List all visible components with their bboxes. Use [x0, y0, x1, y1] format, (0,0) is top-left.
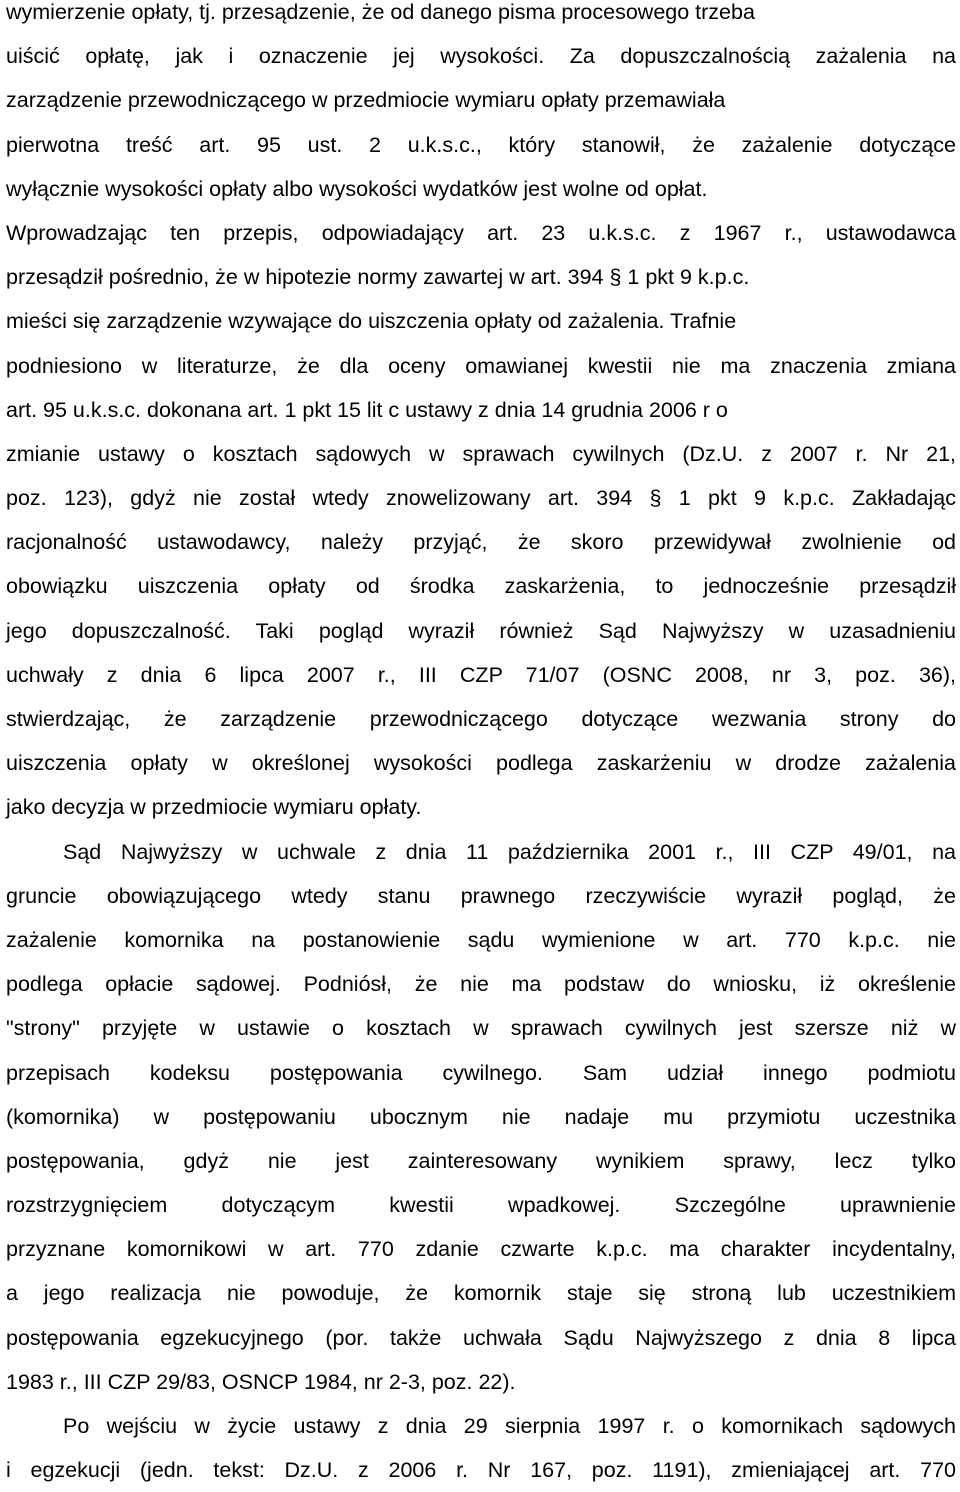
text-line: uchwały z dnia 6 lipca 2007 r., III CZP 71/07 (OSNC 2008, nr 3, poz. 36),	[6, 662, 956, 687]
text-line: 1983 r., III CZP 29/83, OSNCP 1984, nr 2-3, poz. 22).	[6, 1369, 516, 1394]
text-line: mieści się zarządzenie wzywające do uiszczenia opłaty od zażalenia. Trafnie	[6, 309, 737, 334]
text-line: postępowania, gdyż nie jest zainteresowany wynikiem sprawy, lecz tylko	[6, 1148, 956, 1173]
text-line: "strony" przyjęte w ustawie o kosztach w sprawach cywilnych jest szersze niż w	[6, 1016, 956, 1041]
text-line: Sąd Najwyższy w uchwale z dnia 11 października 2001 r., III CZP 49/01, na	[63, 839, 956, 864]
text-line: art. 95 u.k.s.c. dokonana art. 1 pkt 15 lit c ustawy z dnia 14 grudnia 2006 r o	[6, 397, 728, 422]
text-line: Wprowadzając ten przepis, odpowiadający art. 23 u.k.s.c. z 1967 r., ustawodawca	[6, 220, 956, 245]
text-line: jego dopuszczalność. Taki pogląd wyraził również Sąd Najwyższy w uzasadnieniu	[6, 618, 956, 643]
text-line: podlega opłacie sądowej. Podniósł, że nie ma podstaw do wniosku, iż określenie	[6, 972, 956, 997]
text-line: postępowania egzekucyjnego (por. także uchwała Sądu Najwyższego z dnia 8 lipca	[6, 1325, 956, 1350]
text-line: stwierdzając, że zarządzenie przewodniczącego dotyczące wezwania strony do	[6, 707, 956, 731]
text-line: przepisach kodeksu postępowania cywilnego. Sam udział innego podmiotu	[6, 1060, 956, 1085]
text-line: podniesiono w literaturze, że dla oceny omawianej kwestii nie ma znaczenia zmiana	[6, 353, 956, 378]
text-line: pierwotna treść art. 95 ust. 2 u.k.s.c., który stanowił, że zażalenie dotyczące	[6, 132, 956, 157]
text-line: wyłącznie wysokości opłaty albo wysokości wydatków jest wolne od opłat.	[6, 176, 708, 201]
text-line: wymierzenie opłaty, tj. przesądzenie, że od danego pisma procesowego trzeba	[6, 0, 755, 24]
text-line: obowiązku uiszczenia opłaty od środka zaskarżenia, to jednocześnie przesądził	[6, 574, 956, 599]
text-line: gruncie obowiązującego wtedy stanu prawnego rzeczywiście wyraził pogląd, że	[6, 883, 956, 908]
text-line: przyznane komornikowi w art. 770 zdanie czwarte k.p.c. ma charakter incydentalny,	[6, 1237, 956, 1262]
text-line: uiszczenia opłaty w określonej wysokości podlega zaskarżeniu w drodze zażalenia	[6, 751, 956, 776]
text-line: a jego realizacja nie powoduje, że komornik staje się stroną lub uczestnikiem	[6, 1281, 956, 1306]
text-line: (komornika) w postępowaniu ubocznym nie nadaje mu przymiotu uczestnika	[6, 1104, 956, 1129]
text-line: rozstrzygnięciem dotyczącym kwestii wpadkowej. Szczególne uprawnienie	[6, 1193, 956, 1218]
text-line: uiścić opłatę, jak i oznaczenie jej wysokości. Za dopuszczalnością zażalenia na	[6, 44, 956, 69]
text-line: poz. 123), gdyż nie został wtedy znowelizowany art. 394 § 1 pkt 9 k.p.c. Zakładając	[6, 486, 956, 511]
text-line: przesądził pośrednio, że w hipotezie normy zawartej w art. 394 § 1 pkt 9 k.p.c.	[6, 265, 750, 290]
document-page	[6, 0, 956, 1492]
text-line: zażalenie komornika na postanowienie sądu wymienione w art. 770 k.p.c. nie	[6, 927, 956, 952]
text-line: racjonalność ustawodawcy, należy przyjąć, że skoro przewidywał zwolnienie od	[6, 530, 956, 555]
text-line: jako decyzja w przedmiocie wymiaru opłaty.	[6, 795, 422, 820]
text-line: Po wejściu w życie ustawy z dnia 29 sierpnia 1997 r. o komornikach sądowych	[63, 1414, 956, 1438]
text-line: zmianie ustawy o kosztach sądowych w sprawach cywilnych (Dz.U. z 2007 r. Nr 21,	[6, 441, 956, 466]
text-line: zarządzenie przewodniczącego w przedmiocie wymiaru opłaty przemawiała	[6, 88, 726, 113]
text-line: i egzekucji (jedn. tekst: Dz.U. z 2006 r. Nr 167, poz. 1191), zmieniającej art. 770	[6, 1458, 956, 1483]
